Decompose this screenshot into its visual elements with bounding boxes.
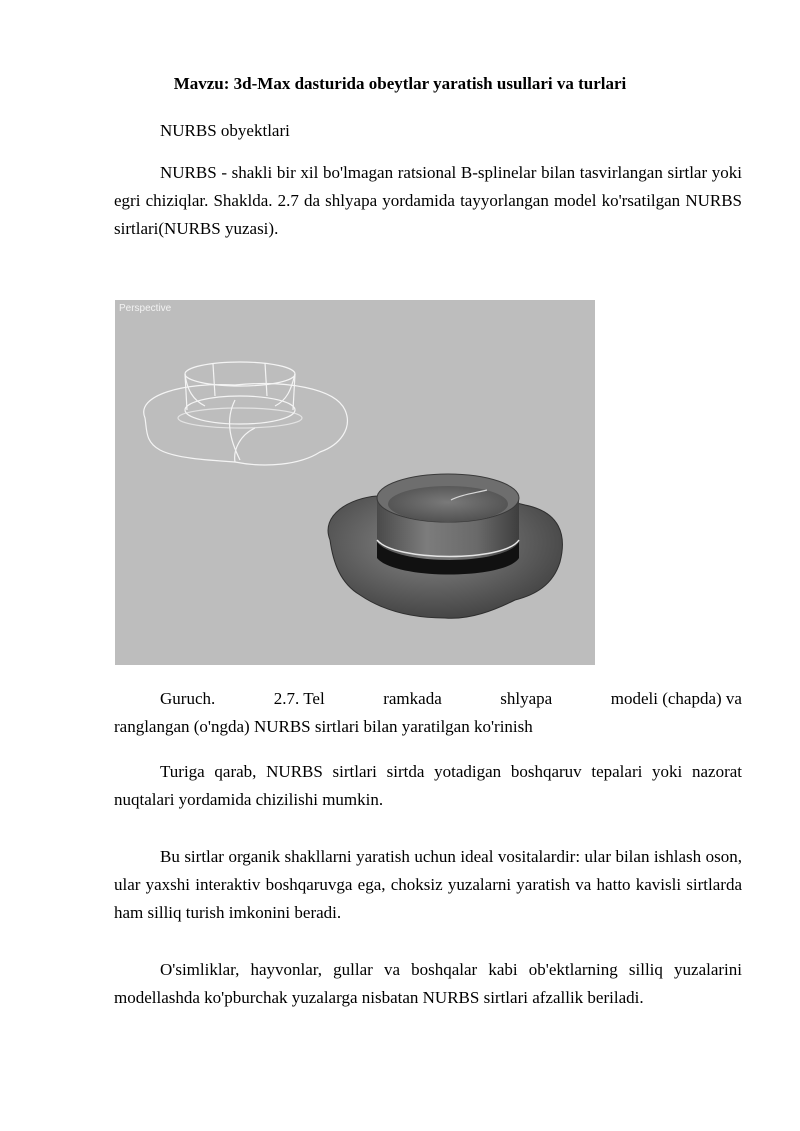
paragraph-nurbs-definition: NURBS - shakli bir xil bo'lmagan ratsional B-splinelar bilan tasvirlangan sirtlar yoki egri chiziqlar. Shaklda. 2.7 da shlyapa yordamida tayyorlangan model ko'rsatilgan NURBS sirtlari(NURBS yuzasi). [114,163,742,238]
figure-hat-render [115,300,595,665]
caption-word: 2.7. Tel [273,689,325,708]
caption-word: Guruch. [160,689,216,708]
figure-caption-line2: ranglangan (o'ngda) NURBS sirtlari bilan yaratilgan ko'rinish [114,717,533,736]
caption-word: ramkada [383,689,442,708]
paragraph-control-points: Turiga qarab, NURBS sirtlari sirtda yotadigan boshqaruv tepalari yoki nazorat nuqtalari yordamida chizilishi mumkin. [114,762,742,809]
paragraph-organic-shapes: Bu sirtlar organik shakllarni yaratish uchun ideal vositalardir: ular bilan ishlash oson, ular yaxshi interaktiv boshqaruvga ega, choksiz yuzalarni yaratish va hatto kavisli sirtlarda ham silliq turish imkonini beradi. [114,847,742,922]
viewport-label: Perspective [119,303,172,314]
section-heading: NURBS obyektlari [160,121,290,140]
hat-illustration [115,300,595,665]
caption-word: modeli (chapda) va [610,689,742,708]
paragraph-smooth-surfaces: O'simliklar, hayvonlar, gullar va boshqalar kabi ob'ektlarning silliq yuzalarini modellashda ko'pburchak yuzalarga nisbatan NURBS sirtlari afzallik beriladi. [114,960,742,1007]
shaded-hat [328,474,562,618]
wireframe-hat [144,362,348,465]
caption-word: shlyapa [500,689,553,708]
figure-caption-line1 [160,685,742,713]
page-title: Mavzu: 3d-Max dasturida obeytlar yaratish usullari va turlari [173,74,627,93]
